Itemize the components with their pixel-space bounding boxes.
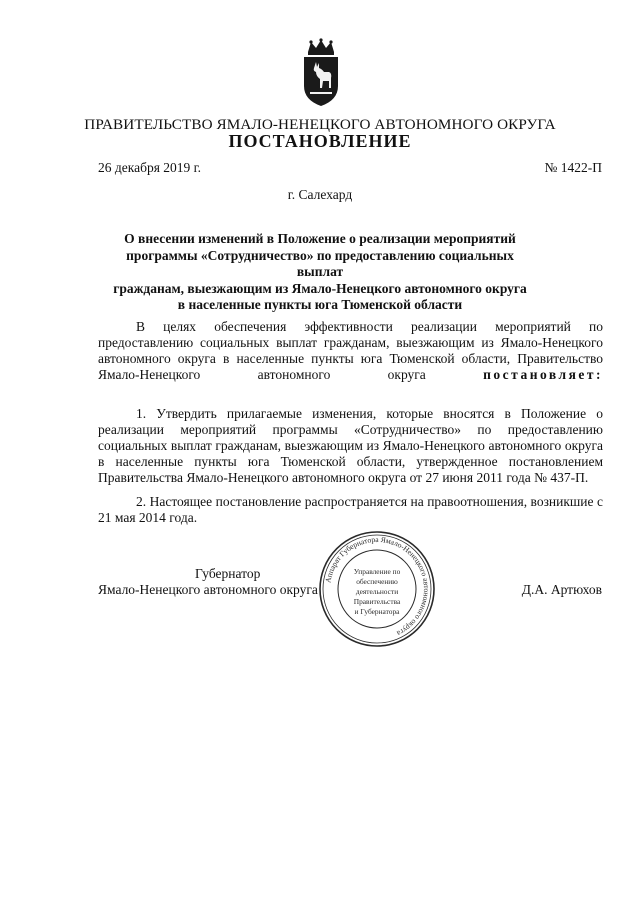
seal-center-line: деятельности bbox=[355, 587, 399, 596]
decree-word: постановляет: bbox=[483, 367, 604, 382]
document-date: 26 декабря 2019 г. bbox=[98, 160, 202, 175]
document-type: ПОСТАНОВЛЕНИЕ bbox=[228, 131, 412, 151]
item-2-paragraph: 2. Настоящее постановление распространяется на правоотношения, возникшие с 21 мая 2014 года. bbox=[98, 494, 603, 525]
item-1-paragraph: 1. Утвердить прилагаемые изменения, которые вносятся в Положение о реализации мероприятий программы «Сотрудничество» по предоставлению социальных выплат гражданам, выезжающим из Ямало-Ненецкого автономного округа в населенные пункты юга Тюменской области, утвержденное постановлением Правительства Ямало-Ненецкого автономного округа от 27 июня 2011 года № 437-П. bbox=[98, 406, 603, 485]
heading-line: О внесении изменений в Положение о реализации мероприятий bbox=[124, 231, 516, 246]
heading-line: программы «Сотрудничество» по предоставлению социальных выплат bbox=[126, 247, 514, 279]
seal-center-line: и Губернатора bbox=[354, 607, 400, 616]
intro-paragraph bbox=[98, 319, 603, 383]
official-seal-stamp bbox=[318, 530, 436, 648]
document-city: г. Салехард bbox=[287, 187, 353, 202]
signatory-name: Д.А. Артюхов bbox=[521, 582, 602, 597]
heading-line: гражданам, выезжающим из Ямало-Ненецкого автономного округа bbox=[113, 280, 527, 296]
heading-line: в населенные пункты юга Тюменской области bbox=[177, 297, 463, 312]
intro-text: В целях обеспечения эффективности реализации мероприятий по предоставлению социальных выплат гражданам, выезжающим из Ямало-Ненецкого автономного округа в населенные пункты юга Тюменской области, Правительство Ямало-Ненецкого автономного округа bbox=[98, 319, 603, 382]
document-heading bbox=[110, 231, 530, 314]
coat-of-arms-emblem bbox=[300, 38, 342, 108]
seal-center-line: обеспечению bbox=[356, 577, 398, 586]
seal-center-line: Управление по bbox=[353, 567, 401, 576]
government-title: ПРАВИТЕЛЬСТВО ЯМАЛО-НЕНЕЦКОГО АВТОНОМНОГО ОКРУГА bbox=[84, 116, 556, 133]
seal-center-line: Правительства bbox=[353, 597, 401, 606]
signatory-title: Губернатор bbox=[195, 566, 261, 581]
document-number: № 1422-П bbox=[544, 160, 602, 175]
signatory-organization: Ямало-Ненецкого автономного округа bbox=[98, 582, 318, 597]
seal-ring-text: Аппарат Губернатора Ямало-Ненецкого автономного округа bbox=[323, 534, 432, 639]
